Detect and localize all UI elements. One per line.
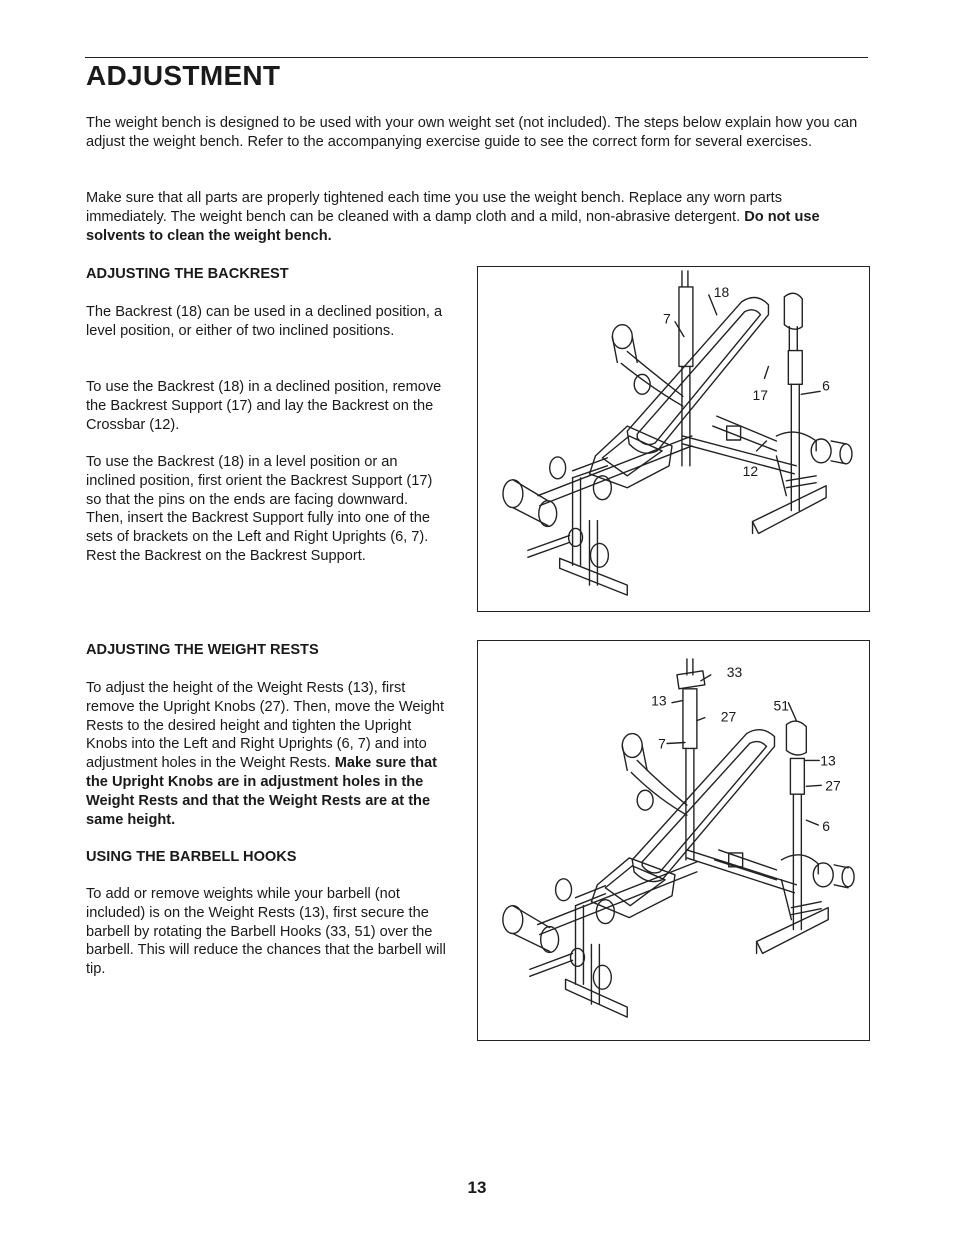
backrest-paragraph-3: To use the Backrest (18) in a level position or an inclined position, first orient the Backrest Support (17) so that the pins on the ends are facing downward. Then, insert the Backrest Support fully into one of the sets of brackets on the Left and Right Uprights (6, 7). Rest the Backrest on the Backrest Support. (86, 454, 433, 564)
intro-p2-warning: Do not use solvents to clean the weight bench. (86, 208, 820, 244)
intro-paragraph-1: The weight bench is designed to be used with your own weight set (not included). The steps below explain how you can adjust the weight bench. Refer to the accompanying exercise guide to see the correct form for several exercises. (86, 115, 858, 150)
callout-13-right: 13 (820, 752, 836, 769)
backrest-figure (477, 266, 870, 612)
barbell-hooks-paragraph: To add or remove weights while your barbell (not included) is on the Weight Rests (13), first secure the barbell by rotating the Barbell Hooks (33, 51) over the barbell. This will reduce the chances that the barbell will tip. (86, 886, 446, 978)
barbell-hooks-heading: USING THE BARBELL HOOKS (86, 849, 297, 865)
callout-6: 6 (822, 377, 830, 394)
bench-illustration-2 (478, 641, 869, 1040)
weight-rests-text: To adjust the height of the Weight Rests (13), first remove the Upright Knobs (27). Then, move the Weight Rests to the desired height and tighten the Upright Knobs into the Left and Right Uprights (6, 7) and into adjustment holes in the Weight Rests. (86, 680, 445, 772)
callout-7: 7 (658, 735, 666, 752)
backrest-paragraph-1: The Backrest (18) can be used in a declined position, a level position, or either of two inclined positions. (86, 304, 443, 339)
callout-17: 17 (752, 387, 769, 404)
weight-rests-paragraph (86, 679, 448, 829)
callout-7: 7 (663, 310, 671, 327)
callout-51: 51 (773, 697, 789, 714)
weight-rests-figure (477, 640, 870, 1041)
weight-rests-heading: ADJUSTING THE WEIGHT RESTS (86, 642, 319, 658)
callout-33: 33 (726, 663, 743, 680)
callout-12: 12 (742, 462, 759, 479)
intro-paragraph-2 (86, 189, 866, 245)
callout-13-left: 13 (651, 692, 667, 709)
intro-p2-text: Make sure that all parts are properly tightened each time you use the weight bench. Replace any worn parts immediately. The weight bench can be cleaned with a damp cloth and a mild, non-abrasive detergent. (86, 190, 783, 225)
callout-18: 18 (713, 283, 730, 300)
weight-rests-warning: Make sure that the Upright Knobs are in adjustment holes in the Weight Rests and that the Weight Rests are at the same height. (86, 755, 437, 828)
backrest-paragraph-2: To use the Backrest (18) in a declined position, remove the Backrest Support (17) and lay the Backrest on the Crossbar (12). (86, 379, 442, 433)
callout-27-right: 27 (825, 777, 841, 794)
page-title: ADJUSTMENT (86, 60, 281, 91)
bench-illustration-1 (478, 267, 869, 611)
callout-27-left: 27 (720, 708, 737, 725)
callout-6: 6 (822, 818, 830, 835)
backrest-heading: ADJUSTING THE BACKREST (86, 266, 289, 282)
page-number: 13 (467, 1178, 487, 1197)
